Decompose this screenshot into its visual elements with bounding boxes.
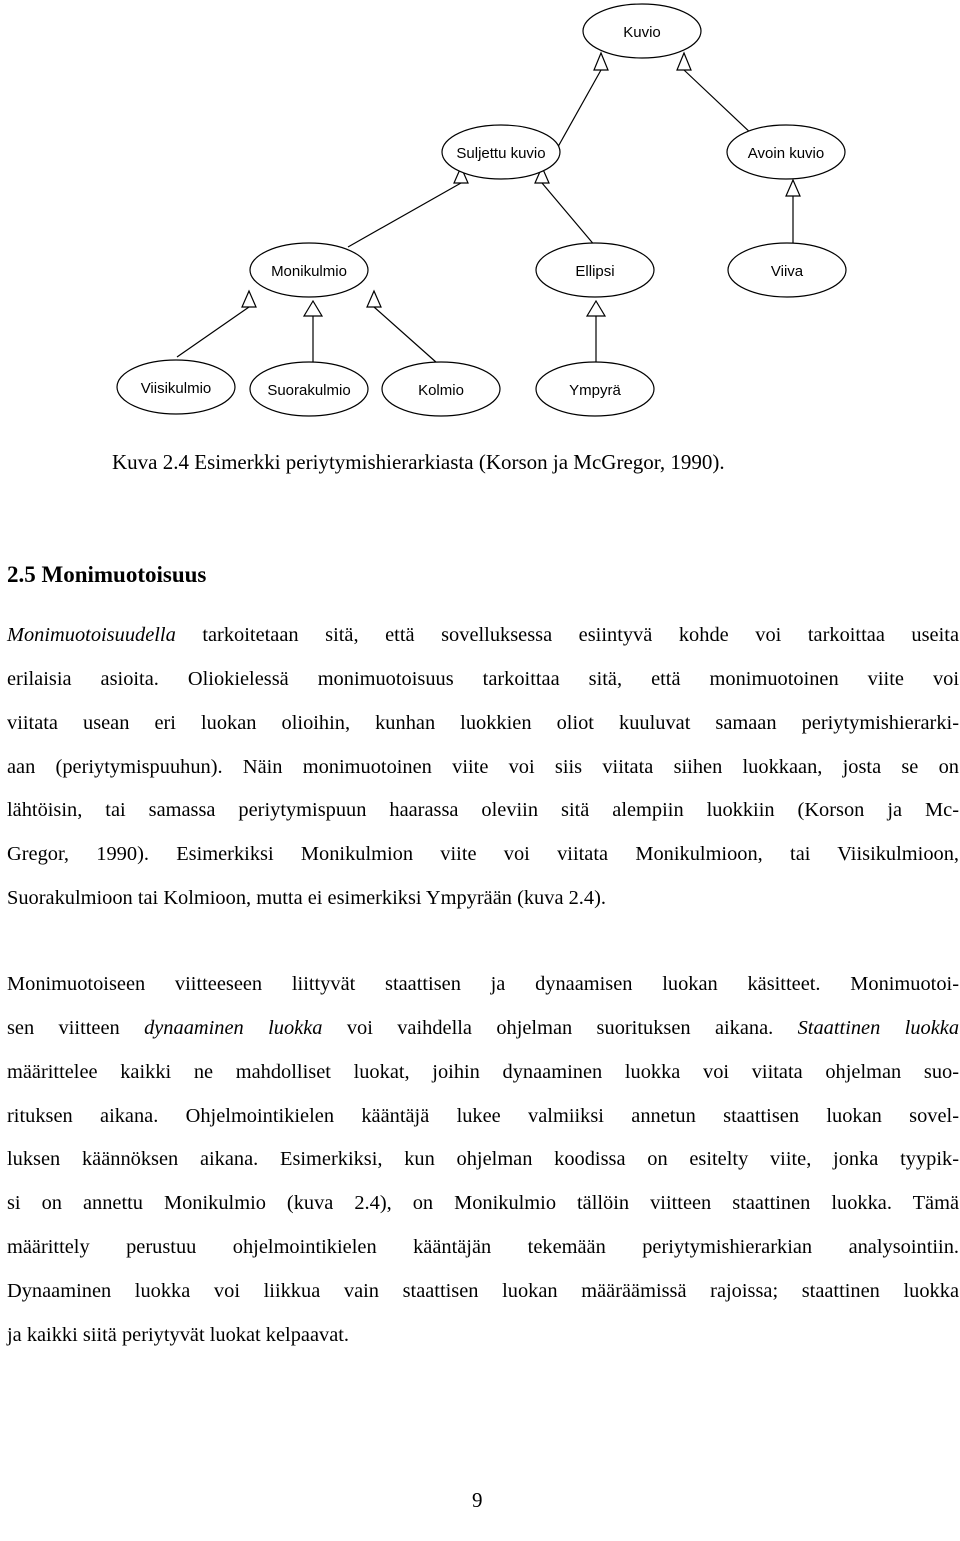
node-label-viiva: Viiva <box>770 263 804 280</box>
node-label-ympyra: Ympyrä <box>569 382 621 399</box>
paragraph-line: rituksen aikana. Ohjelmointikielen kääntäjä lukee valmiiksi annetun staattisen luokan sovel- <box>7 1104 959 1127</box>
paragraph-line: luksen käännöksen aikana. Esimerkiksi, kun ohjelman koodissa on esitelty viite, jonka tyypik- <box>7 1148 959 1171</box>
paragraph-line <box>7 614 959 658</box>
line-text: sen viitteen <box>7 1016 145 1039</box>
paragraph-line: Gregor, 1990). Esimerkiksi Monikulmion viite voi viitata Monikulmioon, tai Viisikulmioon, <box>7 843 959 866</box>
arrowhead-suorakulmio <box>304 301 322 316</box>
node-label-kuvio: Kuvio <box>623 24 661 41</box>
line-text: voi vaihdella ohjelman suorituksen aikana. <box>322 1016 798 1039</box>
edge-monikulmio <box>348 183 461 247</box>
arrowhead-avoin-kuvio <box>677 53 691 70</box>
paragraph-line: erilaisia asioita. Oliokielessä monimuotoisuus tarkoittaa sitä, että monimuotoinen viite voi <box>7 667 959 690</box>
section-heading: 2.5 Monimuotoisuus <box>7 562 207 587</box>
paragraph-line <box>7 1007 959 1051</box>
edge-viisikulmio <box>177 307 249 357</box>
paragraph-line: Dynaaminen luokka voi liikkua vain staattisen luokan määräämissä rajoissa; staattinen luokka <box>7 1279 959 1302</box>
arrowhead-ympyra <box>587 301 605 316</box>
paragraph-static-dynamic-class <box>7 963 959 1358</box>
arrowhead-suljettu-kuvio <box>594 53 608 70</box>
arrowhead-viisikulmio <box>242 291 256 307</box>
paragraph-line: Suorakulmioon tai Kolmioon, mutta ei esimerkiksi Ympyrään (kuva 2.4). <box>7 887 606 910</box>
node-label-monikulmio: Monikulmio <box>271 263 347 280</box>
paragraph-line: lähtöisin, tai samassa periytymispuun haarassa oleviin sitä alempiin luokkiin (Korson ja Mc- <box>7 799 959 822</box>
page-number: 9 <box>472 1488 483 1512</box>
node-label-suorakulmio: Suorakulmio <box>267 382 351 399</box>
arrowhead-kolmio <box>367 291 381 307</box>
emphasis-term: Monimuotoisuudella <box>7 624 176 646</box>
figure-caption: Kuva 2.4 Esimerkki periytymishierarkiasta (Korson ja McGregor, 1990). <box>112 450 725 474</box>
node-label-avoin-kuvio: Avoin kuvio <box>747 145 825 162</box>
node-label-suljettu-kuvio: Suljettu kuvio <box>456 145 546 162</box>
node-label-viisikulmio: Viisikulmio <box>140 380 212 397</box>
arrowhead-viiva <box>786 180 800 196</box>
inheritance-hierarchy-diagram <box>0 0 960 440</box>
edge-ellipsi <box>542 183 596 247</box>
line-text: tarkoitetaan sitä, että sovelluksessa esiintyvä kohde voi tarkoittaa useita <box>175 624 959 646</box>
emphasis-term: Staattinen luokka <box>797 1016 960 1039</box>
paragraph-line: määrittelee kaikki ne mahdolliset luokat, joihin dynaaminen luokka voi viitata ohjelman suo- <box>7 1060 959 1083</box>
paragraph-line: ja kaikki siitä periytyvät luokat kelpaavat. <box>7 1323 350 1346</box>
paragraph-line: si on annettu Monikulmio (kuva 2.4), on Monikulmio tällöin viitteen staattinen luokka. Tämä <box>7 1192 959 1215</box>
paragraph-polymorphism <box>7 614 959 921</box>
node-label-ellipsi: Ellipsi <box>575 263 615 280</box>
paragraph-line: määrittely perustuu ohjelmointikielen kääntäjän tekemään periytymishierarkian analysointiin. <box>7 1236 959 1259</box>
edge-kolmio <box>374 307 437 363</box>
paragraph-line: aan (periytymispuuhun). Näin monimuotoinen viite voi siis viitata siihen luokkaan, josta se on <box>7 755 959 778</box>
node-label-kolmio: Kolmio <box>418 382 464 399</box>
paragraph-line: Monimuotoiseen viitteeseen liittyvät staattisen ja dynaamisen luokan käsitteet. Monimuotoi- <box>7 973 959 995</box>
emphasis-term: dynaaminen luokka <box>144 1016 323 1039</box>
paragraph-line: viitata usean eri luokan olioihin, kunhan luokkien oliot kuuluvat samaan periytymishierarki- <box>7 711 959 734</box>
